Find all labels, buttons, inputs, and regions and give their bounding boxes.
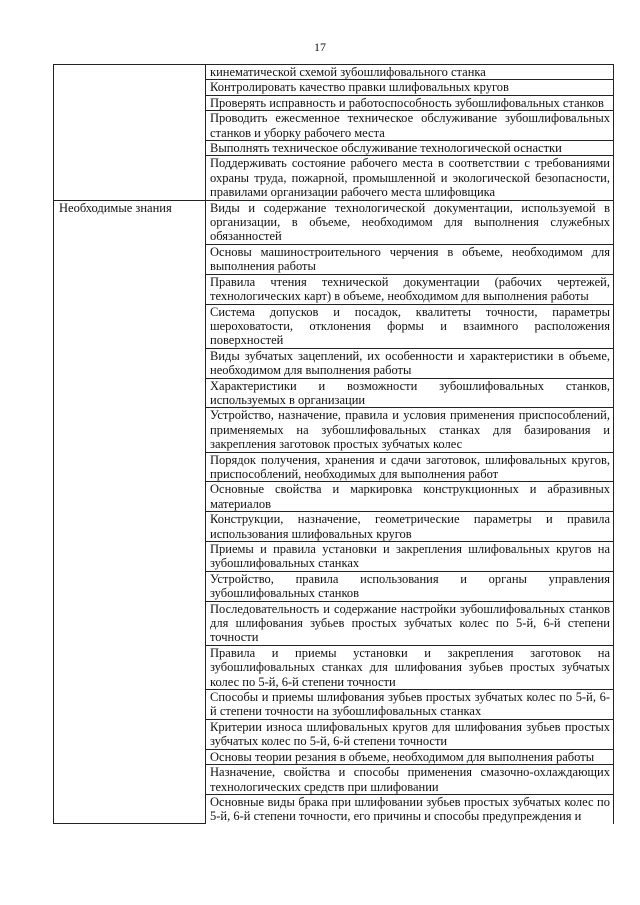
knowledge-item: Система допусков и посадок, квалитеты точности, параметры шероховатости, отклонения формы и взаимного расположения поверхностей (206, 304, 614, 348)
knowledge-label: Необходимые знания (54, 200, 206, 824)
skills-label-cell (54, 65, 206, 201)
knowledge-item: Основные виды брака при шлифовании зубьев простых зубчатых колес по 5-й, 6-й степени точности, его причины и способы предупреждения и (206, 794, 614, 823)
competency-table (53, 64, 614, 824)
skill-item: Проверять исправность и работоспособность зубошлифовальных станков (206, 95, 614, 110)
page-number: 17 (314, 40, 326, 54)
knowledge-item: Виды и содержание технологической документации, используемой в организации, в объеме, необходимом для выполнения служебных обязанностей (206, 200, 614, 244)
knowledge-item: Конструкции, назначение, геометрические параметры и правила использования шлифовальных кругов (206, 512, 614, 542)
knowledge-item: Порядок получения, хранения и сдачи заготовок, шлифовальных кругов, приспособлений, необходимых для выполнения работ (206, 452, 614, 482)
table-row (54, 65, 614, 80)
knowledge-item: Назначение, свойства и способы применения смазочно-охлаждающих технологических средств при шлифовании (206, 765, 614, 795)
knowledge-item: Основные свойства и маркировка конструкционных и абразивных материалов (206, 482, 614, 512)
knowledge-item: Последовательность и содержание настройки зубошлифовальных станков для шлифования зубьев простых зубчатых колес по 5-й, 6-й степени точности (206, 601, 614, 645)
knowledge-item: Приемы и правила установки и закрепления шлифовальных кругов на зубошлифовальных станках (206, 542, 614, 572)
knowledge-item: Способы и приемы шлифования зубьев простых зубчатых колес по 5-й, 6-й степени точности на зубошлифовальных станках (206, 690, 614, 720)
knowledge-item: Критерии износа шлифовальных кругов для шлифования зубьев простых зубчатых колес по 5-й, 6-й степени точности (206, 719, 614, 749)
knowledge-item: Виды зубчатых зацеплений, их особенности и характеристики в объеме, необходимом для выполнения работы (206, 348, 614, 378)
knowledge-item: Правила и приемы установки и закрепления заготовок на зубошлифовальных станках для шлифования зубьев простых зубчатых колес по 5-й, 6-й степени точности (206, 645, 614, 689)
knowledge-item: Устройство, назначение, правила и условия применения приспособлений, применяемых на зубошлифовальных станках для базирования и закрепления заготовок простых зубчатых колес (206, 408, 614, 452)
knowledge-item: Правила чтения технической документации (рабочих чертежей, технологических карт) в объеме, необходимом для выполнения работы (206, 274, 614, 304)
skill-item: кинематической схемой зубошлифовального станка (206, 65, 614, 80)
skill-item: Поддерживать состояние рабочего места в соответствии с требованиями охраны труда, пожарной, промышленной и экологической безопасности, правилами организации рабочего места шлифовщика (206, 156, 614, 200)
knowledge-item: Характеристики и возможности зубошлифовальных станков, используемых в организации (206, 378, 614, 408)
knowledge-item: Основы теории резания в объеме, необходимом для выполнения работы (206, 749, 614, 764)
skill-item: Проводить ежесменное техническое обслуживание зубошлифовальных станков и уборку рабочего места (206, 111, 614, 141)
skill-item: Выполнять техническое обслуживание технологической оснастки (206, 141, 614, 156)
knowledge-item: Устройство, правила использования и органы управления зубошлифовальных станков (206, 571, 614, 601)
table-row (54, 200, 614, 244)
knowledge-item: Основы машиностроительного черчения в объеме, необходимом для выполнения работы (206, 244, 614, 274)
skill-item: Контролировать качество правки шлифовальных кругов (206, 80, 614, 95)
